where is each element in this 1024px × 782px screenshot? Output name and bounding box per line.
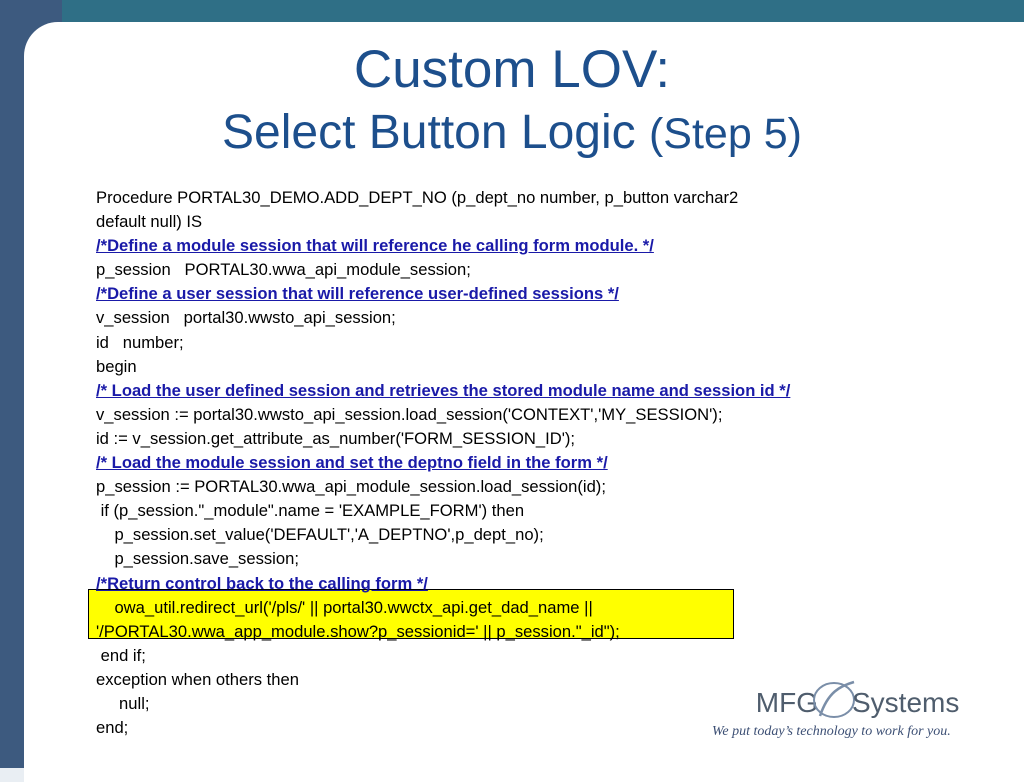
code-comment: /*Define a module session that will reference he calling form module. */ [96,236,654,256]
code-line-highlighted: owa_util.redirect_url('/pls/' || portal30.wwctx_api.get_dad_name || [96,597,593,617]
logo-text-systems: Systems [852,687,960,718]
code-comment: /*Return control back to the calling form */ [96,573,428,593]
title-line-2 [0,106,1024,159]
code-line: if (p_session."_module".name = 'EXAMPLE_FORM') then [96,501,525,521]
code-line-highlighted: '/PORTAL30.wwa_app_module.show?p_sessionid=' || p_session."_id"); [96,621,620,641]
code-line: id number; [96,332,184,352]
title-line-1: Custom LOV: [353,40,671,99]
code-line: v_session := portal30.wwsto_api_session.load_session('CONTEXT','MY_SESSION'); [96,404,723,424]
code-line: null; [96,693,150,713]
code-line: p_session PORTAL30.wwa_api_module_session; [96,260,471,280]
code-line: exception when others then [96,669,299,689]
code-line: default null) IS [96,212,203,232]
code-line: begin [96,356,137,376]
code-line: v_session portal30.wwsto_api_session; [96,308,396,328]
code-comment: /*Define a user session that will reference user-defined sessions */ [96,284,619,304]
code-line: end if; [96,645,146,665]
code-comment: /* Load the module session and set the deptno field in the form */ [96,453,608,473]
code-line: Procedure PORTAL30_DEMO.ADD_DEPT_NO (p_dept_no number, p_button varchar2 [96,188,739,207]
code-line: id := v_session.get_attribute_as_number('FORM_SESSION_ID'); [96,428,576,448]
code-line: end; [96,718,129,738]
code-line: p_session.set_value('DEFAULT','A_DEPTNO',p_dept_no); [96,525,544,545]
title-step: (Step 5) [648,110,802,158]
code-block [96,186,896,740]
slide-title [0,40,1024,159]
code-line: p_session.save_session; [96,549,299,569]
code-comment: /* Load the user defined session and retrieves the stored module name and session id */ [96,380,791,400]
code-line: p_session := PORTAL30.wwa_api_module_session.load_session(id); [96,477,606,497]
logo-text-mfg: MFG [755,687,818,718]
title-main: Select Button Logic [222,106,636,159]
logo-tagline: We put today’s technology to work for you. [712,724,951,739]
logo-swoosh-icon [814,682,854,717]
